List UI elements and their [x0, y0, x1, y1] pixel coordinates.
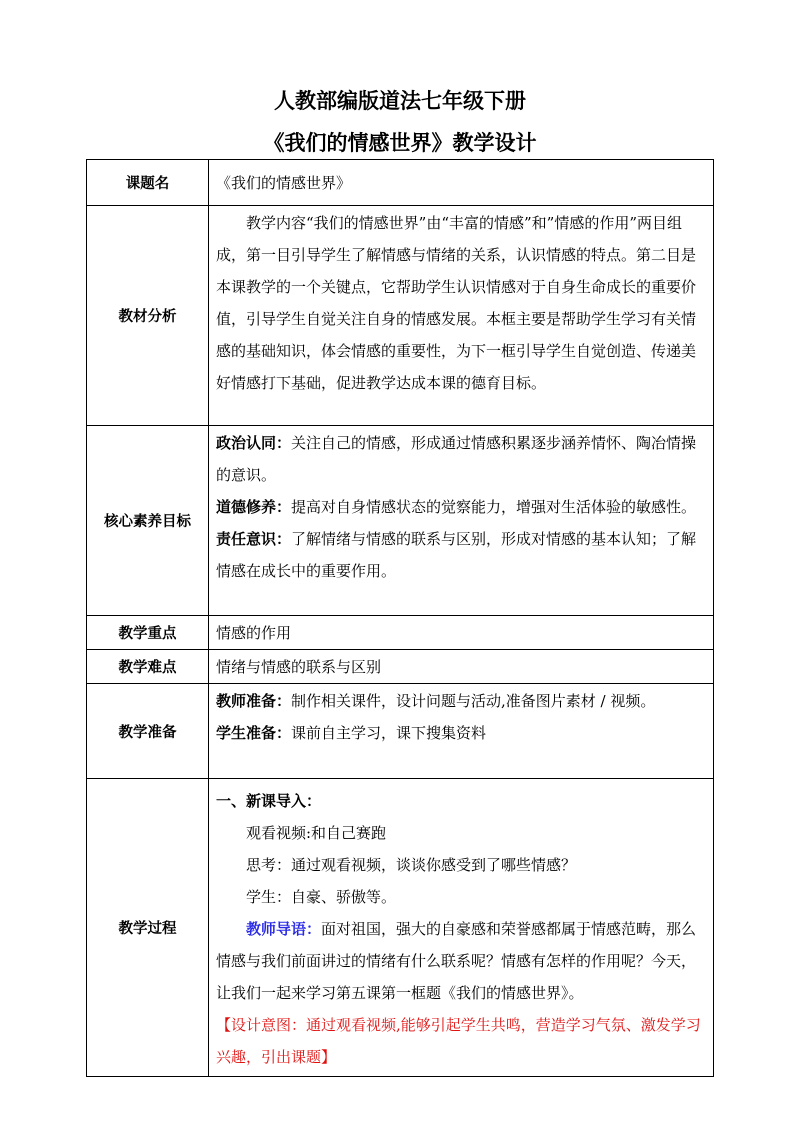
row-focus [87, 616, 714, 650]
label-process: 教学过程 [87, 779, 209, 1077]
process-section: 一、新课导入： [216, 792, 322, 810]
label-material: 教材分析 [87, 206, 209, 426]
row-process [87, 779, 714, 1077]
guide-text: 面对祖国，强大的自豪感和荣誉感都属于情感范畴，那么情感与我们前面讲过的情绪有什么联系呢？情感有怎样的作用呢？今天，让我们一起来学习第五课第一框题《我们的情感世界》。 [216, 920, 697, 1002]
prep-teacher-text: 制作相关课件，设计问题与活动,准备图片素材 / 视频。 [291, 692, 656, 710]
prep-student [216, 717, 707, 749]
material-text: 教学内容“我们的情感世界”由“丰富的情感”和”情感的作用”两目组成，第一目引导学生了解情感与情绪的关系，认识情感的特点。第二目是本课教学的一个关键点，它帮助学生认识情感对于自身生命成长的重要价值，引导学生自觉关注自身的情感发展。本框主要是帮助学生学习有关情感的基础知识，体会情感的重要性，为下一框引导学生自觉创造、传递美好情感打下基础，促进教学达成本课的德育目标。 [216, 214, 697, 392]
label-prep: 教学准备 [87, 684, 209, 779]
process-guide [216, 913, 707, 1009]
row-prep [87, 684, 714, 779]
process-watch: 观看视频:和自己赛跑 [246, 824, 387, 842]
literacy-item [216, 427, 707, 491]
literacy-text: 关注自己的情感，形成通过情感积累逐步涵养情怀、陶冶情操的意识。 [216, 434, 697, 484]
label-difficulty: 教学难点 [87, 650, 209, 684]
value-focus: 情感的作用 [209, 616, 714, 650]
literacy-item [216, 523, 707, 587]
literacy-head: 责任意识： [216, 530, 292, 548]
value-literacy [209, 426, 714, 616]
literacy-head: 政治认同： [216, 434, 292, 452]
doc-subtitle: 《我们的情感世界》教学设计 [263, 131, 537, 155]
row-topic [87, 160, 714, 206]
value-prep [209, 684, 714, 779]
value-material [209, 206, 714, 426]
label-topic: 课题名 [87, 160, 209, 206]
literacy-head: 道德修养： [216, 498, 292, 516]
lesson-plan-table [86, 159, 714, 1077]
value-process [209, 779, 714, 1077]
process-design-intent: 【设计意图：通过观看视频,能够引起学生共鸣，营造学习气氛、激发学习兴趣，引出课题】 [216, 1016, 701, 1066]
row-literacy [87, 426, 714, 616]
guide-head: 教师导语： [246, 920, 322, 938]
prep-teacher [216, 685, 707, 717]
value-topic: 《我们的情感世界》 [209, 160, 714, 206]
process-student: 学生：自豪、骄傲等。 [246, 888, 397, 906]
label-focus: 教学重点 [87, 616, 209, 650]
process-think: 思考：通过观看视频，谈谈你感受到了哪些情感？ [246, 856, 577, 874]
doc-title: 人教部编版道法七年级下册 [274, 89, 526, 113]
prep-student-head: 学生准备： [216, 724, 292, 742]
literacy-text: 了解情绪与情感的联系与区别，形成对情感的基本认知；了解情感在成长中的重要作用。 [216, 530, 697, 580]
row-material [87, 206, 714, 426]
label-literacy: 核心素养目标 [87, 426, 209, 616]
prep-student-text: 课前自主学习，课下搜集资料 [291, 724, 487, 742]
row-difficulty [87, 650, 714, 684]
literacy-text: 提高对自身情感状态的觉察能力，增强对生活体验的敏感性。 [291, 498, 697, 516]
prep-teacher-head: 教师准备： [216, 692, 292, 710]
value-difficulty: 情绪与情感的联系与区别 [209, 650, 714, 684]
literacy-item [216, 491, 707, 523]
